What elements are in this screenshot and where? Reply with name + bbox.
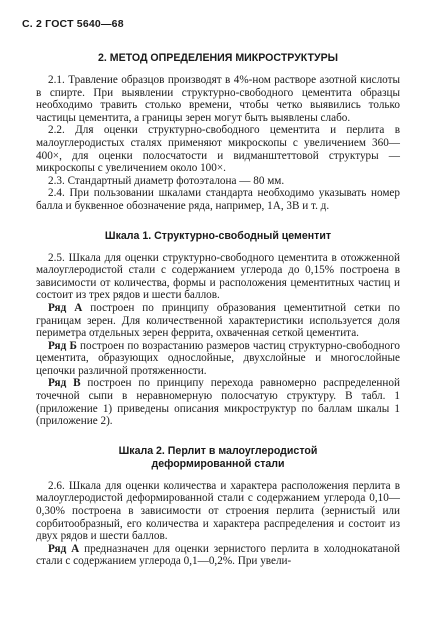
paragraph-2-6: 2.6. Шкала для оценки количества и характера расположения перлита в малоуглеродистой деформированной стали с содержанием углерода 0,10—0,30% построена в зависимости от строения перлита (зернистый или сорбитообразный, его количества и характера распределения и состоит из двух рядов и шести баллов. [36, 479, 400, 543]
scale-2-row-a-text: предназначен для оценки зернистого перлита в холоднокатаной стали с содержанием углерода 0,1—0,2%. При увели- [36, 542, 401, 568]
row-b-text: построен по возрастанию размеров частиц структурно-свободного цементита, образующих однослойные, двухслойные и многослойные цепочки различной протяженности. [36, 339, 401, 377]
paragraph-2-3: 2.3. Стандартный диаметр фотоэталона — 80 мм. [48, 174, 285, 187]
paragraph-2-1: 2.1. Травление образцов производят в 4%-ном растворе азотной кислоты в спирте. При выявлении структурно-свободного цементита образцы необходимо травить столько времени, чтобы четко выявились только частицы цементита, а границы зерен могут быть выявлены слабо. [36, 74, 400, 124]
page-content [36, 52, 400, 568]
row-v-text: построен по принципу перехода равномерно распределенной точечной сыпи в неравномерную полосчатую структуру. В табл. 1 (приложение 1) приведены описания микроструктур по баллам шкалы 1 (приложение 2). [36, 377, 400, 428]
row-a-label: Ряд А [48, 301, 83, 314]
paragraph-2-4: 2.4. При пользовании шкалами стандарта необходимо указывать номер балла и буквенное обозначение ряда, например, 1А, 3В и т. д. [36, 187, 400, 212]
scale-1-title: Шкала 1. Структурно-свободный цементит [104, 229, 332, 242]
row-b-paragraph [36, 340, 400, 378]
row-v-label: Ряд В [48, 377, 81, 390]
scale-2-title-line-1: Шкала 2. Перлит в малоуглеродистой [118, 444, 318, 457]
row-v-paragraph [36, 377, 400, 427]
row-a-paragraph [36, 302, 400, 340]
page-header: С. 2 ГОСТ 5640—68 [22, 18, 124, 30]
scale-2-title-line-2: деформированной стали [151, 457, 285, 470]
section-2-title: 2. МЕТОД ОПРЕДЕЛЕНИЯ МИКРОСТРУКТУРЫ [97, 52, 339, 64]
scale-2-title [36, 445, 400, 471]
paragraph-2-5: 2.5. Шкала для оценки структурно-свободного цементита в отожженной малоуглеродистой стали с содержанием углерода до 0,15% построена в зависимости от количества, формы и расположения цементитных частиц и состоит из трех рядов и шести баллов. [36, 251, 400, 302]
scale-2-row-a-paragraph [36, 543, 400, 568]
row-b-label: Ряд Б [48, 339, 77, 352]
row-a-text: построен по принципу образования цементитной сетки по границам зерен. Для количественной характеристики используется доля периметра отдельных зерен феррита, охваченная сеткой цементита. [36, 301, 400, 340]
scale-2-row-a-label: Ряд А [48, 542, 80, 555]
paragraph-2-2: 2.2. Для оценки структурно-свободного цементита и перлита в малоуглеродистых сталях применяют микроскопы с увеличением 360—400×, для оценки полосчатости и видманштеттовой структуры — микроскопы с увеличением около 100×. [36, 124, 400, 175]
